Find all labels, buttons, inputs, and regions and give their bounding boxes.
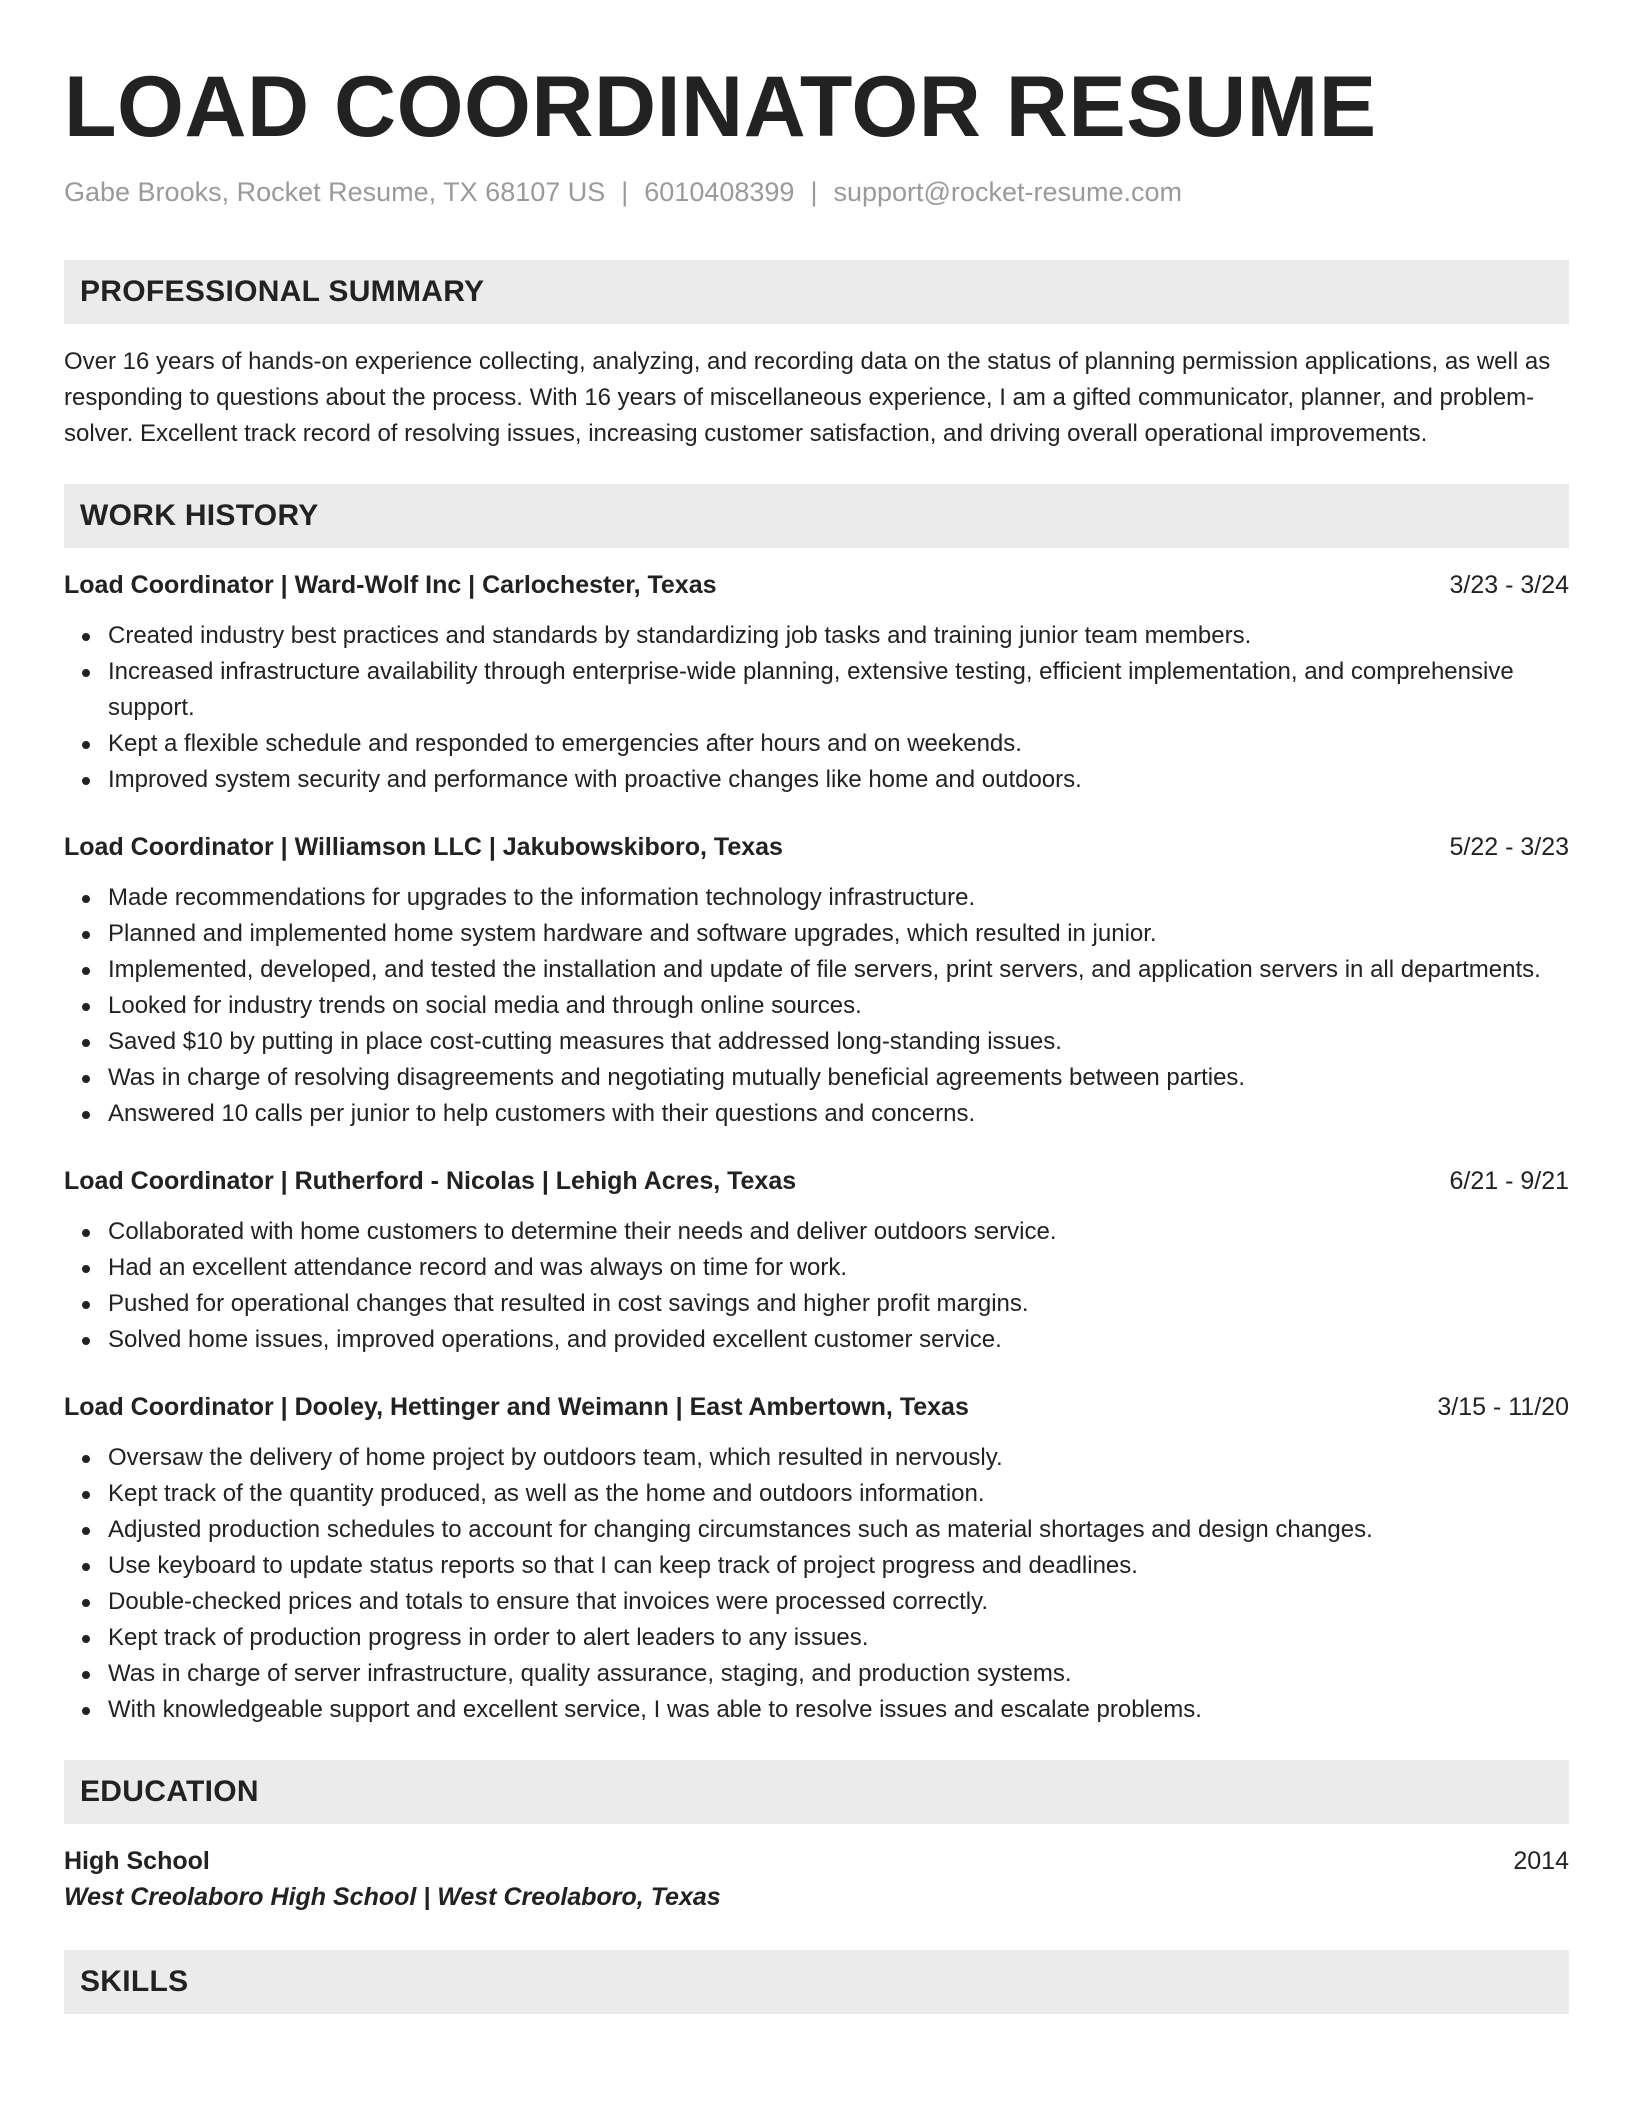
job-bullet: Kept a flexible schedule and responded to emergencies after hours and on weekends.	[108, 726, 1569, 762]
job-title: Load Coordinator | Ward-Wolf Inc | Carlochester, Texas	[64, 571, 717, 600]
job-title: Load Coordinator | Rutherford - Nicolas | Lehigh Acres, Texas	[64, 1167, 797, 1196]
job-bullet: Solved home issues, improved operations, and provided excellent customer service.	[108, 1322, 1569, 1358]
job-bullet: Improved system security and performance with proactive changes like home and outdoors.	[108, 762, 1569, 798]
job-title: Load Coordinator | Williamson LLC | Jakubowskiboro, Texas	[64, 833, 783, 862]
job-bullet: Kept track of production progress in order to alert leaders to any issues.	[108, 1620, 1569, 1656]
job-bullet: Saved $10 by putting in place cost-cutting measures that addressed long-standing issues.	[108, 1024, 1569, 1060]
job-title: Load Coordinator | Dooley, Hettinger and Weimann | East Ambertown, Texas	[64, 1393, 969, 1422]
job-dates: 3/15 - 11/20	[1437, 1393, 1569, 1422]
education-year: 2014	[1513, 1847, 1569, 1876]
work-history-section-header	[64, 484, 1569, 548]
job-bullet: Oversaw the delivery of home project by outdoors team, which resulted in nervously.	[108, 1440, 1569, 1476]
job-bullets	[64, 618, 1569, 798]
job-bullet: Kept track of the quantity produced, as well as the home and outdoors information.	[108, 1476, 1569, 1512]
job-bullet: Answered 10 calls per junior to help customers with their questions and concerns.	[108, 1096, 1569, 1132]
contact-line	[64, 176, 1569, 208]
job-bullet: Had an excellent attendance record and was always on time for work.	[108, 1250, 1569, 1286]
summary-section-header	[64, 260, 1569, 324]
contact-separator: |	[621, 177, 629, 207]
job-header	[64, 830, 1569, 864]
summary-heading: PROFESSIONAL SUMMARY	[80, 275, 485, 309]
job-bullet: Adjusted production schedules to account for changing circumstances such as material shortages and design changes.	[108, 1512, 1569, 1548]
job-bullet: With knowledgeable support and excellent service, I was able to resolve issues and escalate problems.	[108, 1692, 1569, 1728]
job-bullet: Created industry best practices and standards by standardizing job tasks and training junior team members.	[108, 618, 1569, 654]
summary-text: Over 16 years of hands-on experience collecting, analyzing, and recording data on the status of planning permission applications, as well as responding to questions about the process. With 16 years of miscellaneous experience, I am a gifted communicator, planner, and problem-solver. Excellent track record of resolving issues, increasing customer satisfaction, and driving overall operational improvements.	[64, 348, 1551, 448]
job-entry	[64, 1390, 1569, 1728]
job-entry	[64, 568, 1569, 798]
job-bullet: Planned and implemented home system hardware and software upgrades, which resulted in junior.	[108, 916, 1569, 952]
job-header	[64, 568, 1569, 602]
contact-phone: 6010408399	[644, 177, 795, 207]
job-bullet: Looked for industry trends on social media and through online sources.	[108, 988, 1569, 1024]
skills-heading: SKILLS	[80, 1965, 189, 1999]
job-bullet: Was in charge of server infrastructure, quality assurance, staging, and production systems.	[108, 1656, 1569, 1692]
job-dates: 5/22 - 3/23	[1449, 833, 1569, 862]
job-bullet: Made recommendations for upgrades to the information technology infrastructure.	[108, 880, 1569, 916]
job-entry	[64, 830, 1569, 1132]
resume-title: LOAD COORDINATOR RESUME	[64, 59, 1377, 155]
education-degree: High School	[64, 1847, 210, 1876]
job-bullets	[64, 1440, 1569, 1728]
job-bullet: Implemented, developed, and tested the installation and update of file servers, print servers, and application servers in all departments.	[108, 952, 1569, 988]
job-bullet: Collaborated with home customers to determine their needs and deliver outdoors service.	[108, 1214, 1569, 1250]
job-bullet: Use keyboard to update status reports so that I can keep track of project progress and deadlines.	[108, 1548, 1569, 1584]
job-dates: 3/23 - 3/24	[1449, 571, 1569, 600]
education-entry	[64, 1844, 1569, 1916]
contact-email: support@rocket-resume.com	[833, 177, 1182, 207]
skills-section-header	[64, 1950, 1569, 2014]
education-school: West Creolaboro High School | West Creolaboro, Texas	[64, 1883, 721, 1912]
job-bullet: Pushed for operational changes that resulted in cost savings and higher profit margins.	[108, 1286, 1569, 1322]
job-bullet: Double-checked prices and totals to ensure that invoices were processed correctly.	[108, 1584, 1569, 1620]
job-bullets	[64, 880, 1569, 1132]
job-entry	[64, 1164, 1569, 1358]
work-history-heading: WORK HISTORY	[80, 499, 319, 533]
education-header	[64, 1844, 1569, 1878]
job-header	[64, 1390, 1569, 1424]
job-bullets	[64, 1214, 1569, 1358]
job-bullet: Increased infrastructure availability through enterprise-wide planning, extensive testing, efficient implementation, and comprehensive support.	[108, 654, 1569, 726]
job-bullet: Was in charge of resolving disagreements and negotiating mutually beneficial agreements between parties.	[108, 1060, 1569, 1096]
education-heading: EDUCATION	[80, 1775, 259, 1809]
education-section-header	[64, 1760, 1569, 1824]
job-header	[64, 1164, 1569, 1198]
contact-separator: |	[810, 177, 818, 207]
job-dates: 6/21 - 9/21	[1449, 1167, 1569, 1196]
contact-address: Gabe Brooks, Rocket Resume, TX 68107 US	[64, 177, 606, 207]
